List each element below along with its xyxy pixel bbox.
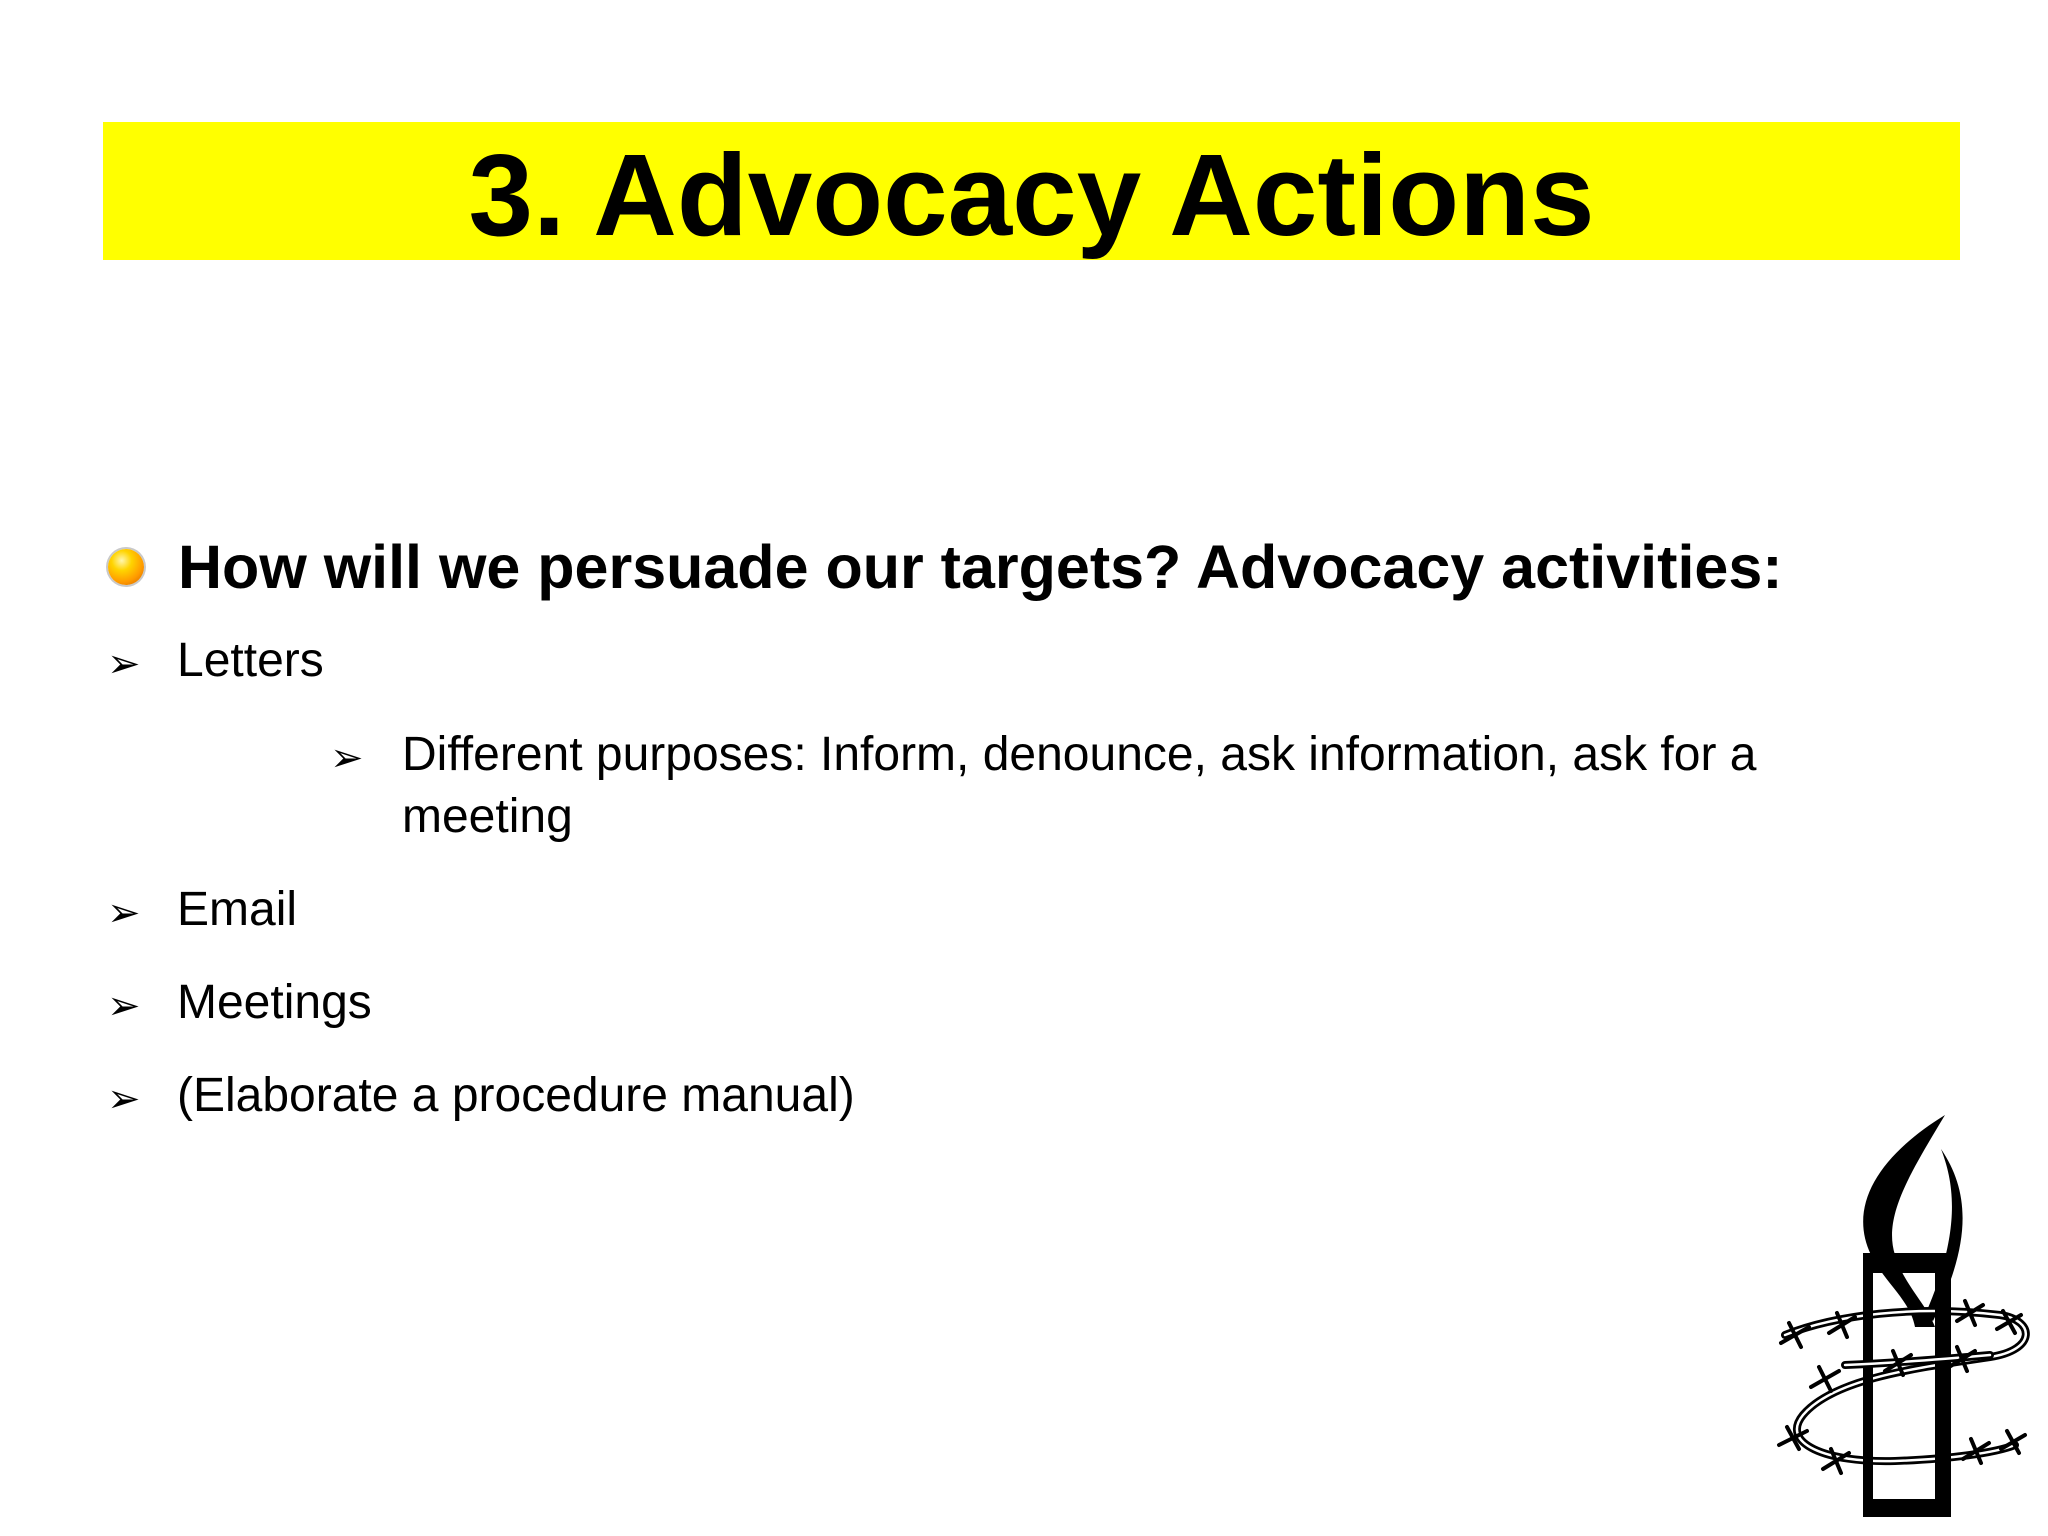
heading-line (108, 532, 1783, 602)
list-item: Meetings (177, 976, 372, 1029)
slide-title: 3. Advocacy Actions (468, 130, 1595, 260)
arrowhead-bullet-icon: ➢ (330, 735, 364, 781)
candle-barbed-wire-logo-icon (1775, 1115, 2035, 1525)
list-item: Letters (177, 634, 324, 687)
slide-heading: How will we persuade our targets? Advocacy activities: (178, 533, 1783, 601)
arrowhead-bullet-icon: ➢ (107, 641, 141, 687)
orange-orb-icon (108, 549, 144, 585)
title-banner (103, 122, 1960, 260)
list-item: (Elaborate a procedure manual) (177, 1069, 855, 1122)
arrowhead-bullet-icon: ➢ (107, 890, 141, 936)
list-item: meeting (402, 790, 573, 843)
arrowhead-bullet-icon: ➢ (107, 983, 141, 1029)
arrowhead-bullet-icon: ➢ (107, 1076, 141, 1122)
list-item: Email (177, 883, 298, 936)
list-item: Different purposes: Inform, denounce, ask information, ask for a (402, 728, 1757, 781)
